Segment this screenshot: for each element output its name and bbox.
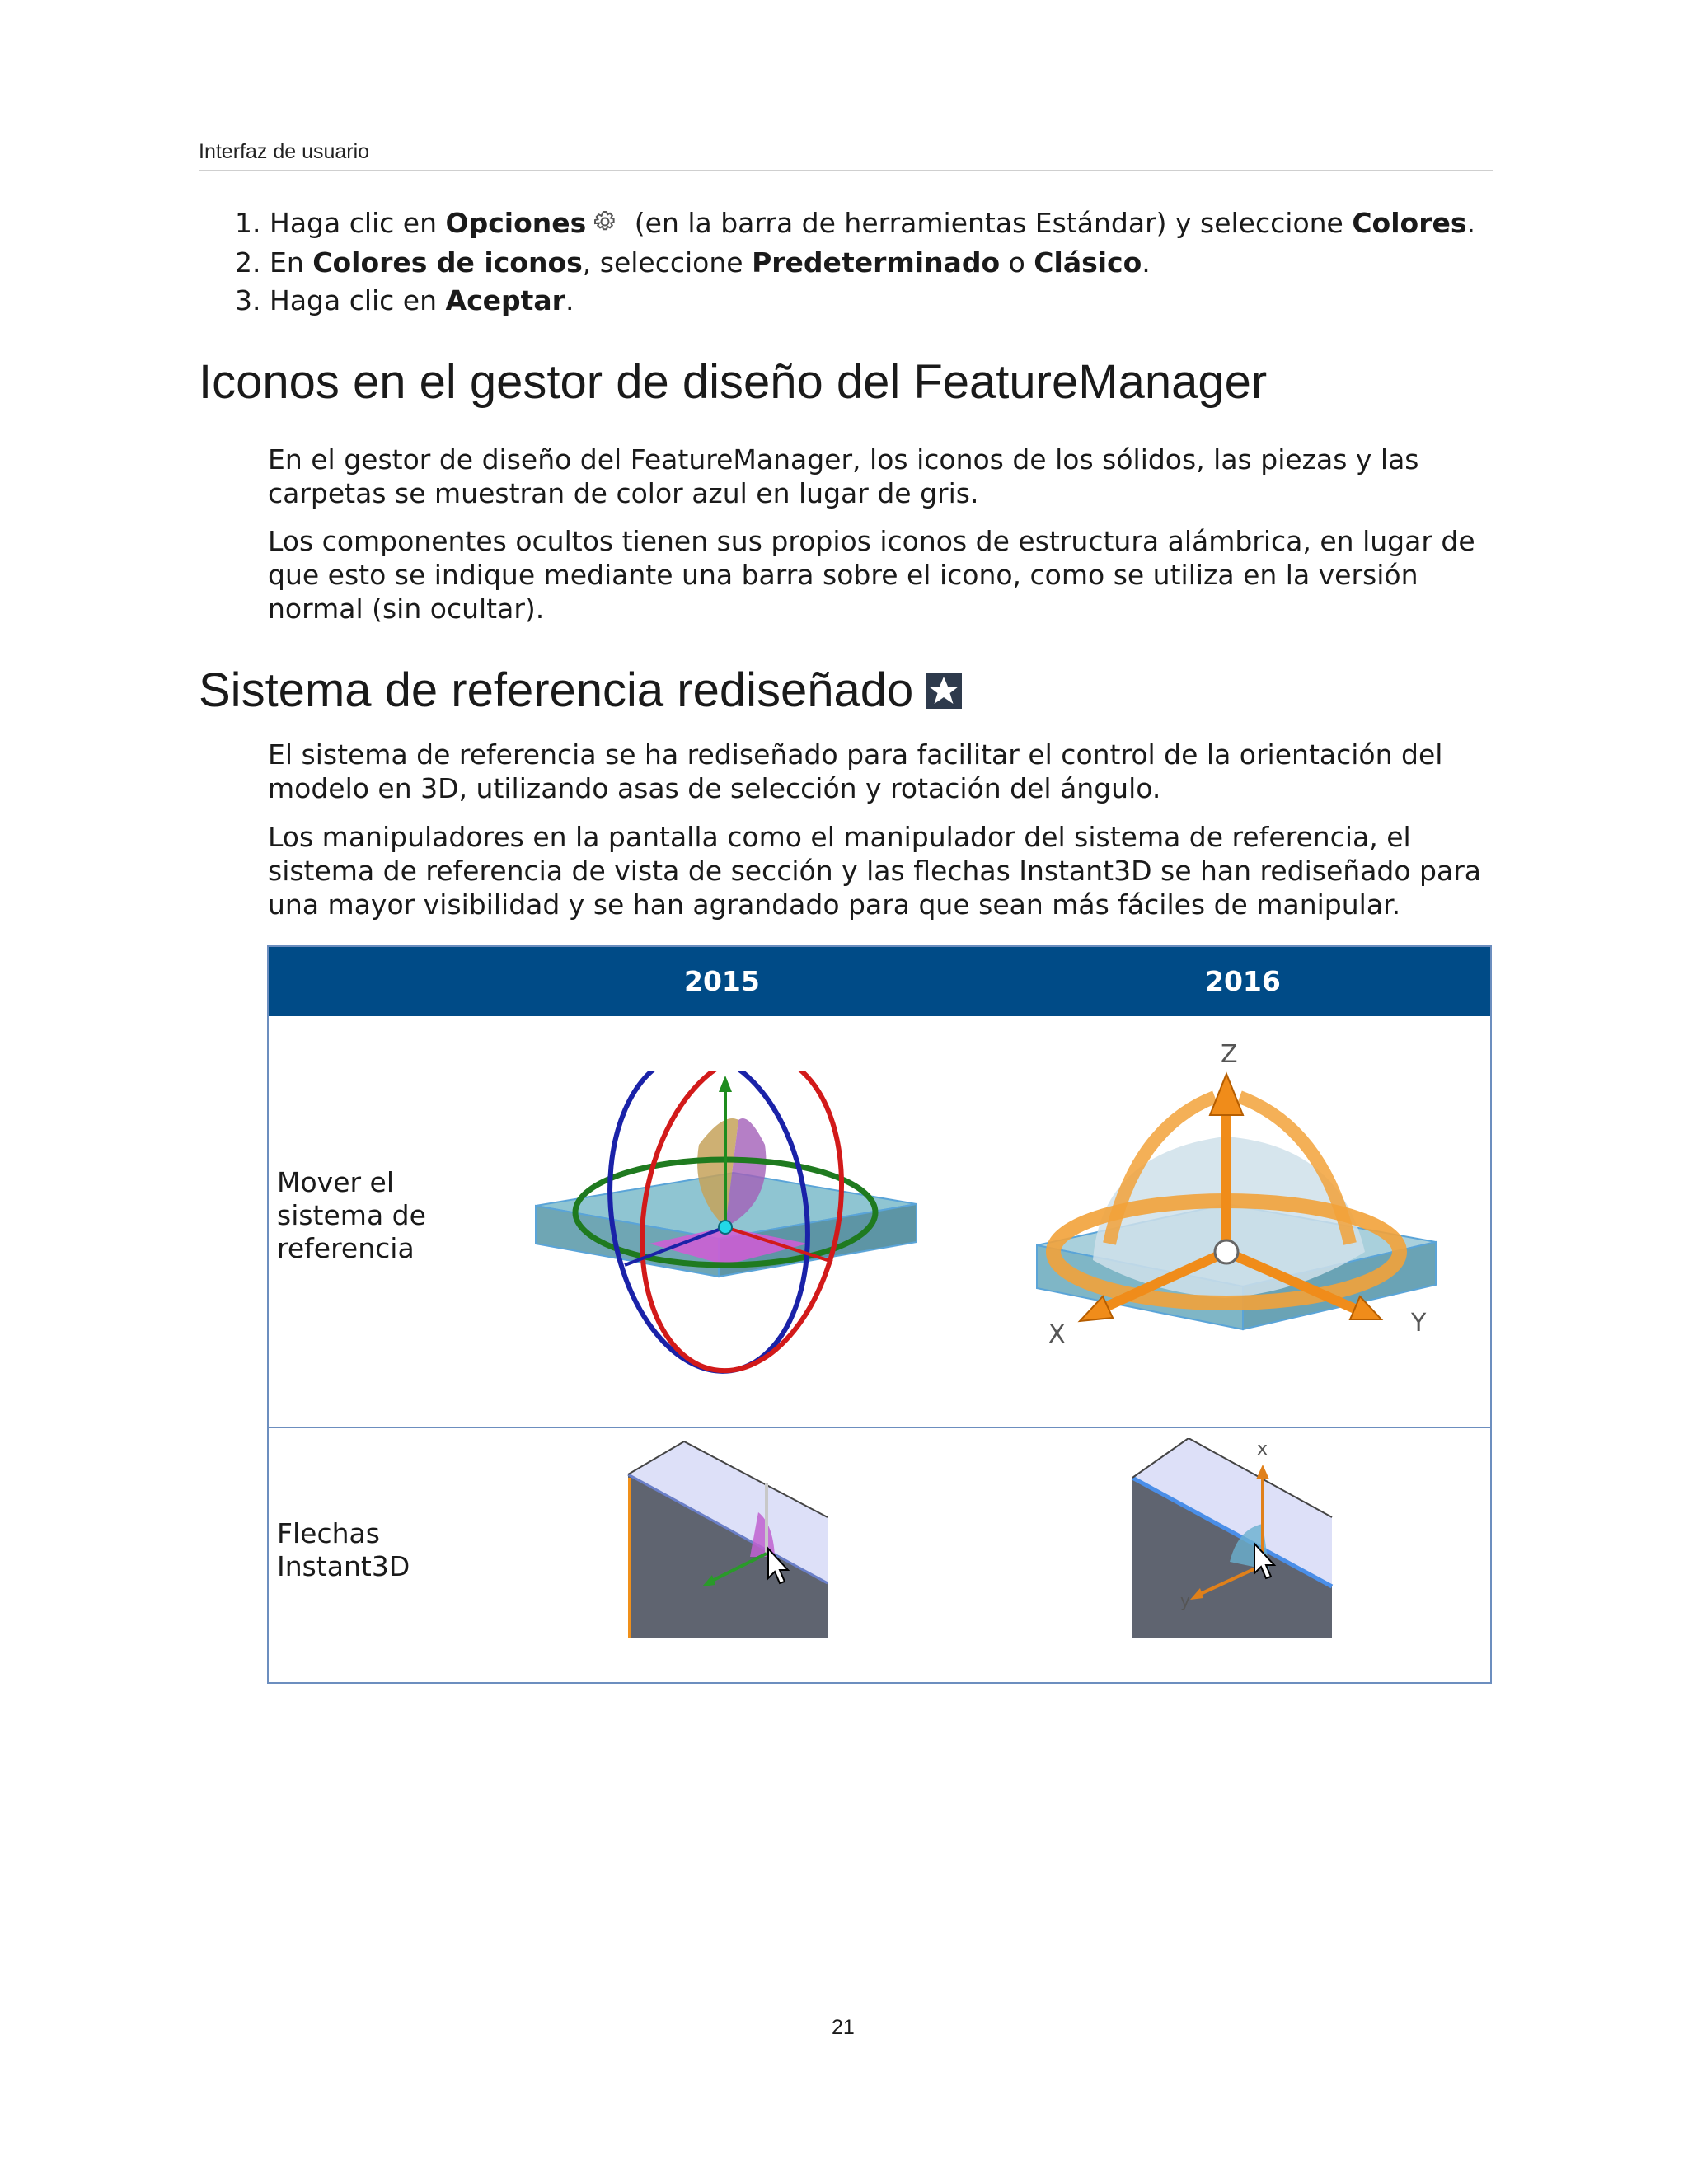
page-number: 21 [832,2016,855,2039]
heading-text: Sistema de referencia rediseñado [199,663,914,717]
new-feature-star-icon [925,666,963,721]
step-text: (en la barra de herramientas Estándar) y seleccione [626,207,1353,239]
step-number: 1. [235,207,261,239]
column-header-2016: 2016 [1205,965,1281,997]
column-header-2015: 2015 [684,965,760,997]
label-line: referencia [277,1232,415,1264]
step-bold: Aceptar [445,284,565,316]
step-number: 3. [235,284,261,316]
gear-icon [593,206,617,244]
text-line: una mayor visibilidad y se han agrandado para que sean más fáciles de manipular. [268,888,1401,921]
text-line: modelo en 3D, utilizando asas de selección y rotación del ángulo. [268,772,1161,804]
running-head: Interfaz de usuario [199,140,370,163]
section1-paragraph-1 [268,443,1504,510]
step-number: 2. [235,246,261,279]
step-text: Haga clic en [270,207,446,239]
axis-label-x: X [1048,1320,1066,1349]
step-bold: Clásico [1034,246,1142,279]
section-heading-reference-system [199,663,963,721]
label-line: Flechas [277,1517,380,1549]
section2-paragraph-2 [268,820,1504,921]
table-header [269,947,1490,1016]
step-text: En [270,246,313,279]
step-3 [235,282,1504,320]
axis-label-x-small: x [1257,1439,1268,1460]
axis-label-z: Z [1221,1040,1238,1069]
triad-2015-image [526,1071,921,1392]
step-text: , seleccione [582,246,753,279]
triad-2016-image [1027,1029,1456,1408]
step-text: . [1466,207,1476,239]
label-line: Instant3D [277,1550,410,1582]
section1-paragraph-2 [268,524,1504,626]
axis-label-y-small: y [1180,1591,1190,1610]
step-text: . [1142,246,1151,279]
text-line: En el gestor de diseño del FeatureManager, los iconos de los sólidos, las piezas y las [268,443,1419,476]
steps-list [235,204,1504,320]
text-line: Los componentes ocultos tienen sus propios iconos de estructura alámbrica, en lugar de [268,525,1475,557]
text-line: que esto se indique mediante una barra sobre el icono, como se utiliza en la versión [268,559,1418,591]
step-bold: Colores [1352,207,1467,239]
comparison-table [267,945,1492,1684]
step-bold: Colores de iconos [312,246,583,279]
step-2 [235,244,1504,282]
row-divider [269,1427,1490,1428]
text-line: carpetas se muestran de color azul en lugar de gris. [268,477,979,509]
text-line: normal (sin ocultar). [268,593,545,625]
step-1 [235,204,1504,244]
step-text: o [1000,246,1034,279]
instant3d-2016-image [1131,1438,1334,1639]
row-label-move-reference [277,1166,426,1265]
step-text: Haga clic en [270,284,446,316]
label-line: Mover el [277,1166,395,1198]
instant3d-2015-image [626,1441,829,1639]
step-text: . [565,284,574,316]
axis-label-y: Y [1411,1309,1427,1338]
text-line: El sistema de referencia se ha rediseñado para facilitar el control de la orientación del [268,738,1443,771]
label-line: sistema de [277,1199,426,1231]
section2-paragraph-1 [268,738,1504,805]
text-line: Los manipuladores en la pantalla como el manipulador del sistema de referencia, el [268,821,1411,853]
section-heading-featuremanager: Iconos en el gestor de diseño del FeatureManager [199,355,1268,409]
step-bold: Predeterminado [752,246,1001,279]
row-label-instant3d [277,1517,410,1583]
header-rule [199,170,1493,171]
text-line: sistema de referencia de vista de sección y las flechas Instant3D se han rediseñado para [268,855,1482,887]
step-bold: Opciones [445,207,587,239]
